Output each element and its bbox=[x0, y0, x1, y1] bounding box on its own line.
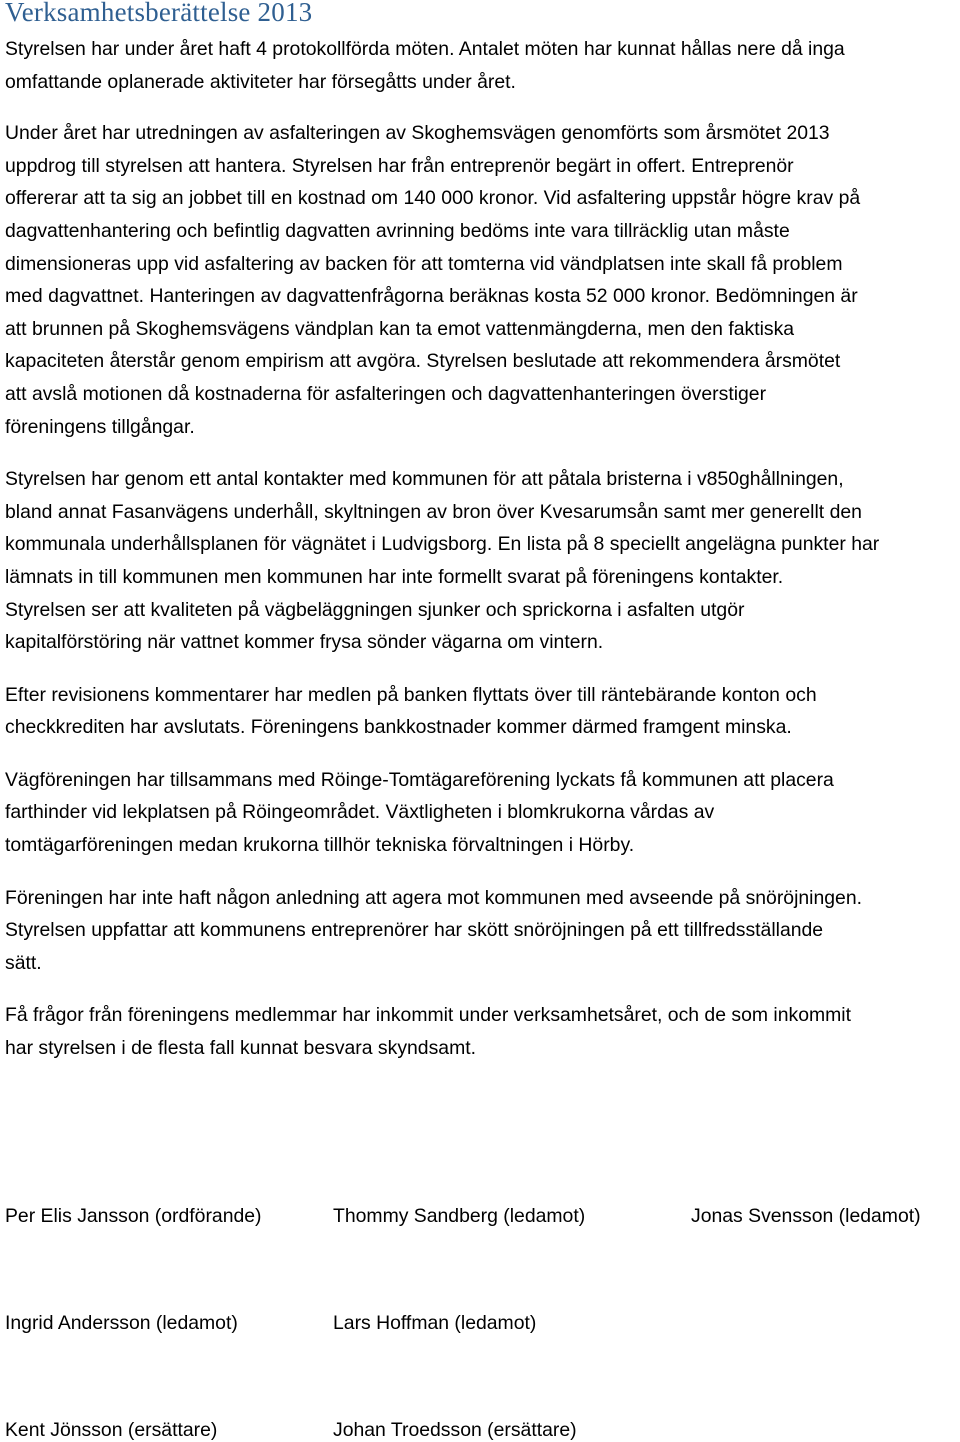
text-line: Vägföreningen har tillsammans med Röinge-Tomtägareförening lyckats få kommunen att placera bbox=[5, 768, 834, 791]
signature-name: Ingrid Andersson (ledamot) bbox=[5, 1312, 238, 1334]
text-line: kapaciteten återstår genom empirism att avgöra. Styrelsen beslutade att rekommendera årsmötet bbox=[5, 350, 841, 373]
paragraph-member-questions bbox=[5, 999, 960, 1064]
text-line: bland annat Fasanvägens underhåll, skyltningen av bron över Kvesarumsån samt mer generellt den bbox=[5, 500, 862, 523]
signature-name: Lars Hoffman (ledamot) bbox=[333, 1312, 537, 1334]
text-line: kapitalförstöring när vattnet kommer frysa sönder vägarna om vintern. bbox=[5, 631, 604, 654]
paragraph-road-maintenance bbox=[5, 463, 960, 659]
text-line: Styrelsen har genom ett antal kontakter med kommunen för att påtala bristerna i v850ghållningen, bbox=[5, 468, 844, 491]
signature-name: Per Elis Jansson (ordförande) bbox=[5, 1205, 262, 1227]
paragraph-asphalt bbox=[5, 117, 960, 443]
text-line: Föreningen har inte haft någon anledning att agera mot kommunen med avseende på snöröjningen. bbox=[5, 886, 863, 909]
paragraph-speed-bumps bbox=[5, 764, 960, 862]
signature-name: Thommy Sandberg (ledamot) bbox=[333, 1205, 586, 1227]
paragraph-bank bbox=[5, 679, 960, 744]
text-line: tomtägarföreningen medan krukorna tillhör tekniska förvaltningen i Hörby. bbox=[5, 834, 635, 857]
signature-name: Jonas Svensson (ledamot) bbox=[691, 1205, 921, 1227]
text-line: föreningens tillgångar. bbox=[5, 415, 195, 438]
text-line: uppdrog till styrelsen att hantera. Styrelsen har från entreprenör begärt in offert. Entreprenör bbox=[5, 154, 794, 177]
document-page bbox=[5, 0, 960, 1065]
text-line: Få frågor från föreningens medlemmar har inkommit under verksamhetsåret, och de som inkommit bbox=[5, 1004, 851, 1027]
text-line: Efter revisionens kommentarer har medlen på banken flyttats över till räntebärande konton och bbox=[5, 683, 817, 706]
text-line: har styrelsen i de flesta fall kunnat besvara skyndsamt. bbox=[5, 1037, 476, 1060]
text-line: att brunnen på Skoghemsvägens vändplan kan ta emot vattenmängderna, men den faktiska bbox=[5, 317, 795, 340]
text-line: dagvattenhantering och befintlig dagvatten avrinning bedöms inte vara tillräcklig utan måste bbox=[5, 219, 790, 242]
text-line: checkkrediten har avslutats. Föreningens bankkostnader kommer därmed framgent minska. bbox=[5, 716, 792, 739]
document-title: Verksamhetsberättelse 2013 bbox=[5, 0, 313, 27]
text-line: Styrelsen uppfattar att kommunens entreprenörer har skött snöröjningen på ett tillfredsställande bbox=[5, 919, 824, 942]
paragraph-snow bbox=[5, 882, 960, 980]
paragraph-meetings bbox=[5, 33, 960, 98]
signature-name: Johan Troedsson (ersättare) bbox=[333, 1419, 577, 1441]
text-line: Styrelsen ser att kvaliteten på vägbeläggningen sjunker och sprickorna i asfalten utgör bbox=[5, 598, 745, 621]
text-line: farthinder vid lekplatsen på Röingeområdet. Växtligheten i blomkrukorna vårdas av bbox=[5, 801, 715, 824]
text-line: offererar att ta sig an jobbet till en kostnad om 140 000 kronor. Vid asfaltering uppstår högre krav på bbox=[5, 187, 861, 210]
text-line: lämnats in till kommunen men kommunen har inte formellt svarat på föreningens kontakter. bbox=[5, 565, 784, 588]
text-line: Styrelsen har under året haft 4 protokollförda möten. Antalet möten har kunnat hållas nere då inga bbox=[5, 38, 845, 60]
signature-name: Kent Jönsson (ersättare) bbox=[5, 1419, 218, 1441]
text-line: att avslå motionen då kostnaderna för asfalteringen och dagvattenhanteringen överstiger bbox=[5, 382, 767, 405]
text-line: dimensioneras upp vid asfaltering av backen för att tomterna vid vändplatsen inte skall få problem bbox=[5, 252, 843, 275]
text-line: kommunala underhållsplanen för vägnätet i Ludvigsborg. En lista på 8 speciellt angelägna punkter har bbox=[5, 533, 880, 556]
text-line: Under året har utredningen av asfalteringen av Skoghemsvägen genomförts som årsmötet 2013 bbox=[5, 122, 830, 145]
text-line: med dagvattnet. Hanteringen av dagvattenfrågorna beräknas kosta 52 000 kronor. Bedömningen är bbox=[5, 285, 858, 308]
text-line: sätt. bbox=[5, 951, 42, 974]
text-line: omfattande oplanerade aktiviteter har försegåtts under året. bbox=[5, 70, 516, 93]
